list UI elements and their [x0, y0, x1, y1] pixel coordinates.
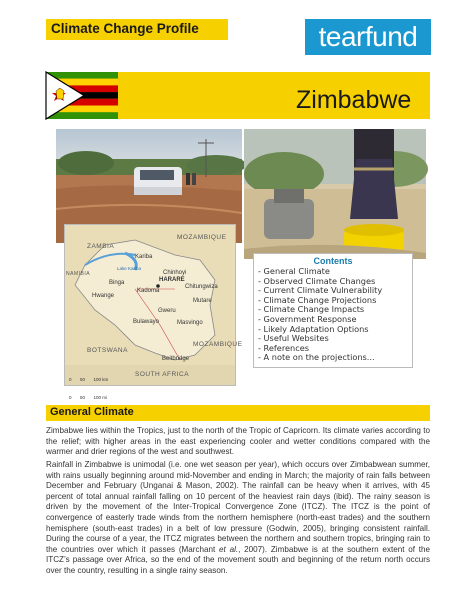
- map-label-south-africa: SOUTH AFRICA: [135, 371, 190, 378]
- contents-item[interactable]: - Climate Change Projections: [258, 294, 377, 305]
- map-city-binga: Binga: [109, 280, 125, 286]
- body-paragraph-2-text-a: Rainfall in Zimbabwe is unimodal (i.e. one wet season per year), which occurs over Zimbabwean summer, with rains usually beginning around mid-November and ending in March; the majority of rain falls between December and February (Unganai & Mason, 2002). The rainfall can be heavy when it arrives, with 45 percent of total annual rainfall falling on 10 percent of the heaviest rain days (ibid). The rainy season is driven by the movement of the Inter-Tropical Convergence Zone (ITCZ). The ITCZ is the point of convergence of easterly trade winds from the northern hemisphere (north-east trades) and the southern hemisphere (south-east trades) in a belt of low pressure (Godwin, 2005), bringing consistent rainfall. During the course of a year, the ITCZ migrates between the northern and southern tropics, bringing rain to the countries over which it passes (Marchant: [46, 460, 430, 554]
- map-city-bulawayo: Bulawayo: [133, 319, 160, 325]
- map-label-zambia: ZAMBIA: [87, 243, 115, 250]
- map-city-mutare: Mutare: [193, 298, 212, 304]
- body-paragraph-1: Zimbabwe lies within the Tropics, just to the north of the Tropic of Capricorn. Its climate varies according to the relief; with higher areas in the east experiencing cooler and wetter conditions compared with the warmer and drier regions of the west and southwest.: [46, 426, 430, 457]
- map-scale-mi-100: 100 mi: [93, 395, 107, 400]
- map-scale-km-100: 100 km: [93, 377, 109, 382]
- map-city-harare: HARARE: [159, 277, 185, 283]
- contents-list: [258, 267, 382, 363]
- contents-title: Contents: [313, 256, 353, 266]
- map-scale-km-0: 0: [69, 377, 72, 382]
- map-city-gweru: Gweru: [158, 308, 176, 314]
- map-scale-bar: [69, 368, 108, 404]
- map-city-masvingo: Masvingo: [177, 320, 203, 326]
- contents-item[interactable]: - Government Response: [258, 313, 357, 324]
- profile-label: Climate Change Profile: [51, 21, 199, 36]
- map-city-kariba: Kariba: [135, 254, 153, 260]
- page-title: Zimbabwe: [296, 86, 412, 114]
- logo-text: tearfund: [318, 21, 418, 52]
- map-scale-mi-50: 50: [79, 395, 85, 400]
- contents-item[interactable]: - Current Climate Vulnerability: [258, 285, 383, 296]
- section-heading-bar: [46, 405, 430, 421]
- map-label-namibia: NAMIBIA: [66, 271, 91, 277]
- map-label-mozambique-north: MOZAMBIQUE: [177, 234, 227, 241]
- section-heading: General Climate: [50, 406, 134, 418]
- map-label-botswana: BOTSWANA: [87, 347, 128, 354]
- contents-item[interactable]: - References: [258, 342, 310, 353]
- map-city-kadoma: Kadoma: [137, 288, 160, 294]
- map-scale-mi-0: 0: [69, 395, 72, 400]
- contents-item[interactable]: - Likely Adaptation Options: [258, 323, 369, 334]
- contents-item[interactable]: - Useful Websites: [258, 333, 329, 344]
- body-paragraph-2-text-b: , 2007). Zimbabwe is at the southern extent of the ITCZ’s passage over Africa, so the end of the movement south and beginning of the return north occurs over the country, resulting in a single rainy season.: [46, 544, 430, 575]
- profile-label-bar: [46, 19, 228, 40]
- contents-item[interactable]: - General Climate: [258, 266, 330, 276]
- map-city-hwange: Hwange: [92, 293, 115, 299]
- tearfund-logo[interactable]: [305, 19, 431, 55]
- contents-item[interactable]: - Climate Change Impacts: [258, 304, 365, 315]
- map-lake-kariba: Lake Kariba: [117, 266, 142, 271]
- body-paragraph-2: [46, 460, 430, 577]
- contents-item[interactable]: - A note on the projections...: [258, 352, 375, 363]
- zimbabwe-map: [64, 224, 243, 400]
- body-paragraph-2-italic: et al.: [219, 544, 239, 554]
- well-photo: [244, 129, 426, 259]
- map-city-chitungwiza: Chitungwiza: [185, 284, 218, 290]
- map-city-beitbridge: Beitbridge: [162, 356, 190, 362]
- map-scale-km-50: 50: [79, 377, 85, 382]
- contents-box: [253, 253, 413, 368]
- zimbabwe-flag-image: [46, 72, 118, 119]
- contents-item[interactable]: - Observed Climate Changes: [258, 275, 376, 286]
- map-city-chinhoyi: Chinhoyi: [163, 270, 187, 276]
- map-label-mozambique-south: MOZAMBIQUE: [193, 341, 243, 348]
